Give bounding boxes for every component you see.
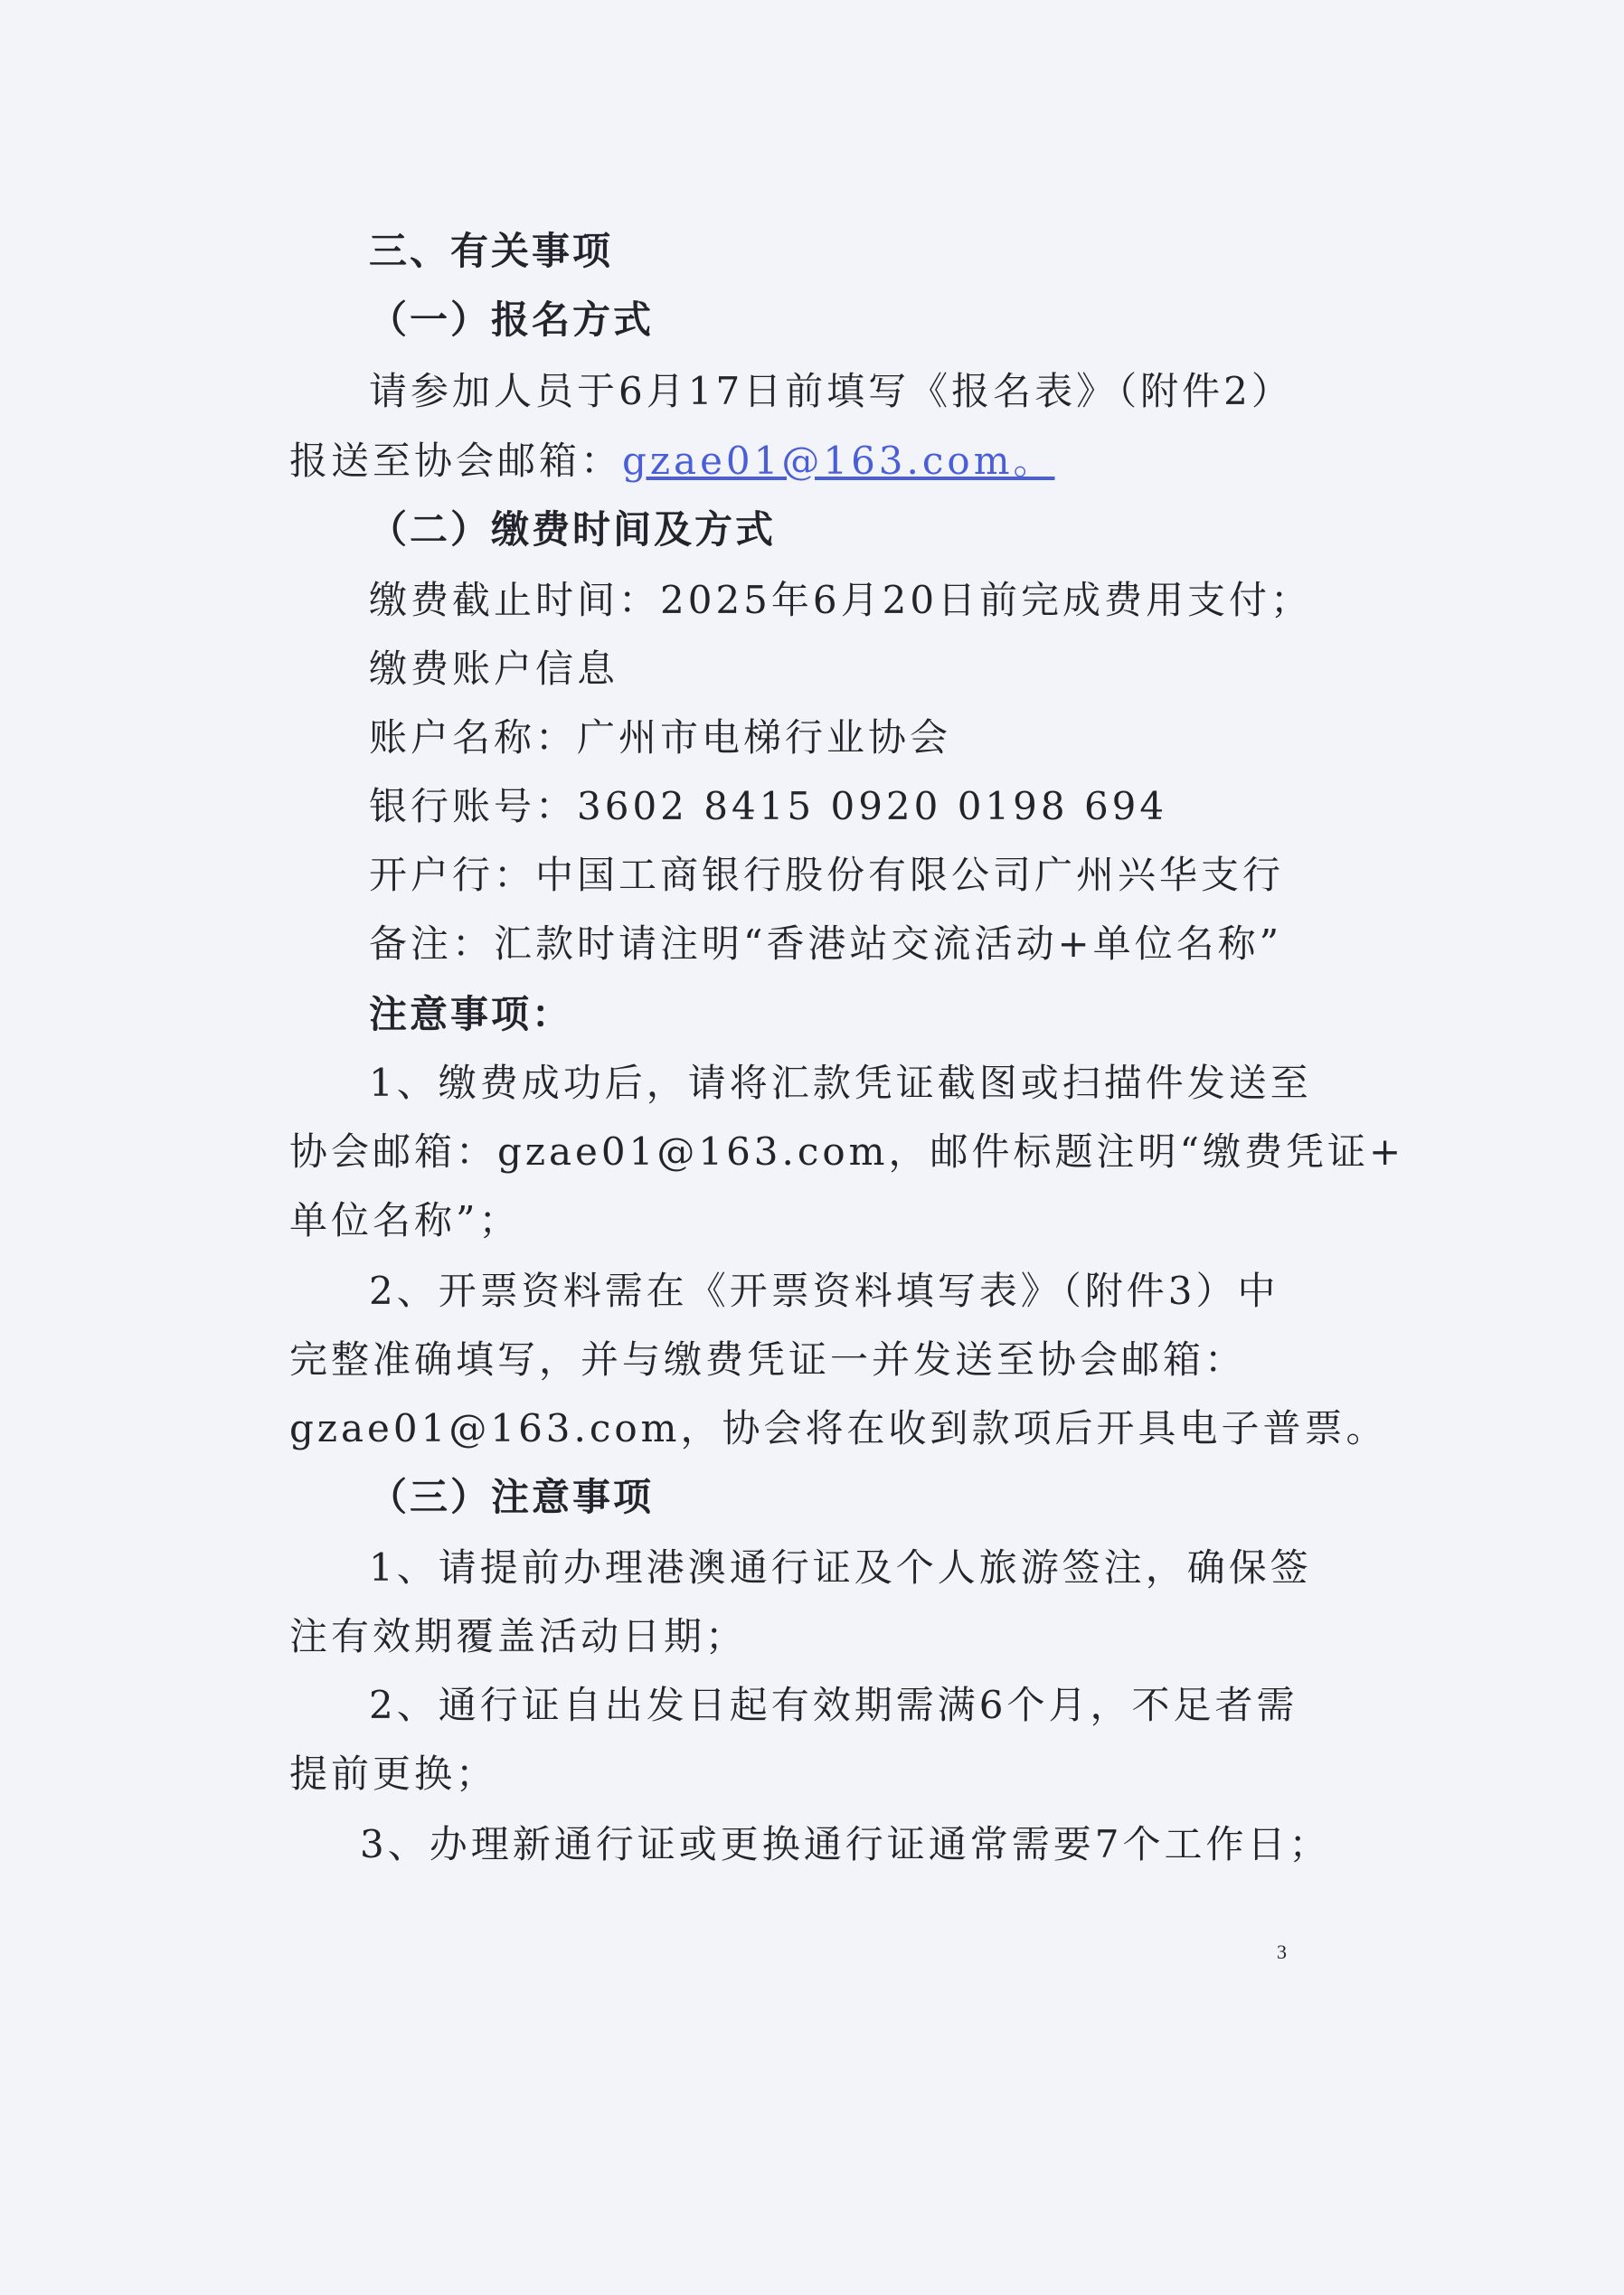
note2-line3: gzae01@163.com，协会将在收到款项后开具电子普票。: [289, 1406, 1388, 1450]
item1-line2: 注有效期覆盖活动日期；: [289, 1614, 748, 1658]
page-number: 3: [1277, 1941, 1287, 1963]
item2-line2: 提前更换；: [289, 1752, 498, 1796]
sub1-line2: [289, 436, 1055, 486]
sub1-line2-prefix: 报送至协会邮箱：: [289, 439, 623, 483]
note2-line1: 2、开票资料需在《开票资料填写表》（附件3）中: [369, 1269, 1279, 1313]
item3-line1: 3、办理新通行证或更换通行证通常需要7个工作日；: [360, 1822, 1331, 1866]
bank-branch: 开户行：中国工商银行股份有限公司广州兴华支行: [369, 853, 1285, 897]
email-link[interactable]: gzae01@163.com。: [622, 439, 1055, 483]
sub1-heading: （一）报名方式: [369, 298, 655, 342]
account-name: 账户名称：广州市电梯行业协会: [369, 715, 952, 760]
sub2-heading: （二）缴费时间及方式: [369, 507, 777, 552]
note1-line2: 协会邮箱：gzae01@163.com，邮件标题注明“缴费凭证+: [289, 1129, 1405, 1174]
note1-line3: 单位名称”；: [289, 1198, 521, 1242]
item1-line1: 1、请提前办理港澳通行证及个人旅游签注，确保签: [369, 1545, 1312, 1590]
section-heading: 三、有关事项: [369, 229, 614, 273]
note2-line2: 完整准确填写，并与缴费凭证一并发送至协会邮箱：: [289, 1337, 1247, 1382]
note1-line1: 1、缴费成功后，请将汇款凭证截图或扫描件发送至: [369, 1061, 1312, 1105]
notice-title: 注意事项：: [369, 992, 573, 1036]
account-info-title: 缴费账户信息: [369, 647, 619, 691]
payment-deadline: 缴费截止时间：2025年6月20日前完成费用支付；: [369, 578, 1313, 622]
sub1-line1: 请参加人员于6月17日前填写《报名表》（附件2）: [369, 369, 1293, 413]
bank-account: 银行账号：3602 8415 0920 0198 694: [369, 784, 1168, 828]
remittance-remark: 备注：汇款时请注明“香港站交流活动+单位名称”: [369, 921, 1283, 966]
sub3-heading: （三）注意事项: [369, 1475, 655, 1519]
item2-line1: 2、通行证自出发日起有效期需满6个月，不足者需: [369, 1683, 1298, 1727]
